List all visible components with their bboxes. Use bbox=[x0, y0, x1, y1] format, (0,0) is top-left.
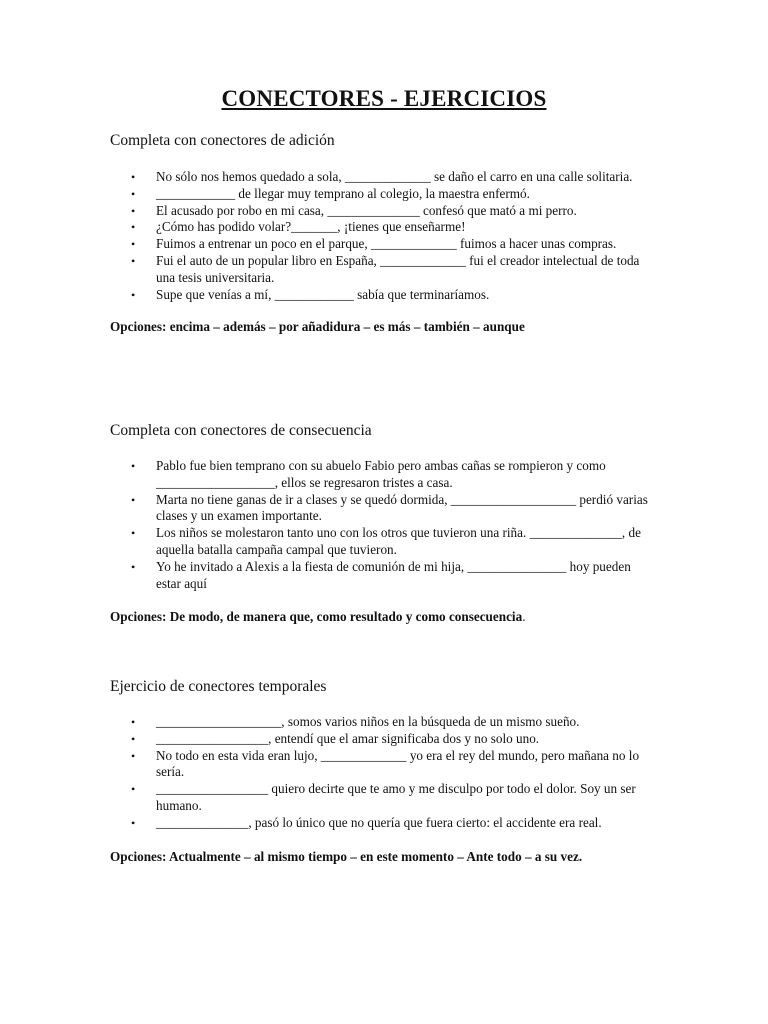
exercise-item: • ______________, pasó lo único que no quería que fuera cierto: el accidente era real. bbox=[110, 815, 650, 832]
exercise-item: • _________________, entendí que el amar significaba dos y no solo uno. bbox=[110, 731, 650, 748]
options-line bbox=[110, 608, 650, 625]
exercise-item: • ¿Cómo has podido volar?_______, ¡tienes que enseñarme! bbox=[110, 219, 650, 236]
section-heading: Ejercicio de conectores temporales bbox=[110, 678, 327, 695]
exercise-item: • Yo he invitado a Alexis a la fiesta de comunión de mi hija, _______________ hoy pueden estar aquí bbox=[110, 559, 650, 593]
options-line bbox=[110, 318, 650, 335]
exercise-item: • ____________ de llegar muy temprano al colegio, la maestra enfermó. bbox=[110, 186, 650, 203]
exercise-list bbox=[110, 169, 650, 303]
section-adicion bbox=[110, 131, 650, 335]
exercise-item: • No todo en esta vida eran lujo, _____________ yo era el rey del mundo, pero mañana no lo sería. bbox=[110, 748, 650, 782]
exercise-item: • Marta no tiene ganas de ir a clases y se quedó dormida, ___________________ perdió varias clases y un examen importante. bbox=[110, 492, 650, 526]
exercise-list bbox=[110, 714, 650, 832]
options-text: Opciones: Actualmente – al mismo tiempo – en este momento – Ante todo – a su vez. bbox=[110, 848, 583, 864]
exercise-item: • Fuimos a entrenar un poco en el parque, _____________ fuimos a hacer unas compras. bbox=[110, 236, 650, 253]
section-temporales bbox=[110, 677, 650, 865]
exercise-list bbox=[110, 458, 650, 592]
page-title: CONECTORES - EJERCICIOS bbox=[221, 86, 547, 111]
options-line bbox=[110, 848, 650, 865]
options-text: Opciones: encima – además – por añadidura – es más – también – aunque bbox=[110, 319, 525, 335]
exercise-item: • No sólo nos hemos quedado a sola, _____________ se daño el carro en una calle solitaria. bbox=[110, 169, 650, 186]
exercise-item: • Fui el auto de un popular libro en España, _____________ fui el creador intelectual de toda una tesis universitaria. bbox=[110, 253, 650, 287]
exercise-item: • Pablo fue bien temprano con su abuelo Fabio pero ambas cañas se rompieron y como __________________, ellos se regresaron tristes a casa. bbox=[110, 458, 650, 492]
exercise-item: • _________________ quiero decirte que te amo y me disculpo por todo el dolor. Soy un ser humano. bbox=[110, 781, 650, 815]
section-consecuencia bbox=[110, 421, 650, 625]
exercise-item: • Los niños se molestaron tanto uno con los otros que tuvieron una riña. ______________, de aquella batalla campaña campal que tuvieron. bbox=[110, 525, 650, 559]
exercise-item: • Supe que venías a mí, ____________ sabía que terminaríamos. bbox=[110, 287, 650, 304]
options-period: . bbox=[522, 609, 526, 625]
section-heading: Completa con conectores de consecuencia bbox=[110, 422, 372, 439]
exercise-item: • ___________________, somos varios niños en la búsqueda de un mismo sueño. bbox=[110, 714, 650, 731]
exercise-item: • El acusado por robo en mi casa, ______________ confesó que mató a mi perro. bbox=[110, 203, 650, 220]
section-heading: Completa con conectores de adición bbox=[110, 132, 335, 149]
options-text: Opciones: De modo, de manera que, como resultado y como consecuencia bbox=[110, 609, 523, 625]
